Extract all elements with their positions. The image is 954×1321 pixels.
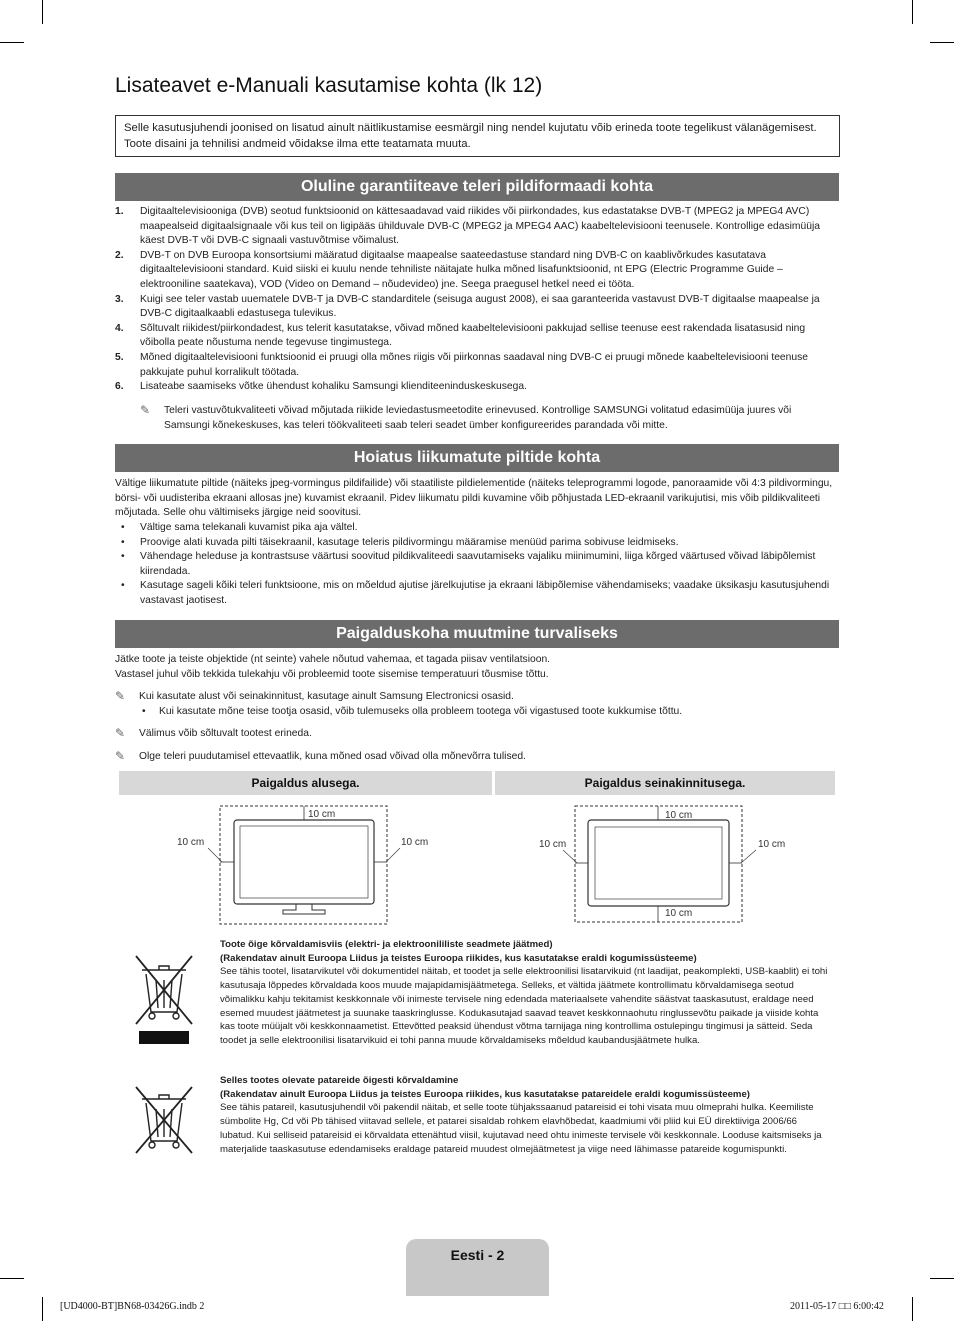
- dimension-label-left: 10 cm: [539, 839, 567, 850]
- crop-mark: [0, 42, 24, 43]
- weee-title: Toote õige kõrvaldamisviis (elektri- ja elektroonililiste seadmete jäätmed): [220, 939, 553, 950]
- battery-subtitle: (Rakendatav ainult Euroopa Liidus ja teistes Euroopa riikides, kus kasutatakse patareidele eraldi kogumissüsteeme): [220, 1088, 750, 1100]
- crop-mark: [930, 1278, 954, 1279]
- list-item: • Vähendage heleduse ja kontrastsuse väärtusi soovitud pildikvaliteedi saavutamiseks vajaliku miinimumini, liiga kõrged väärtused võivad läbipõlemist kiirendada.: [115, 550, 839, 579]
- crop-mark: [912, 1297, 913, 1321]
- section-heading-text: Hoiatus liikumatute piltide kohta: [353, 449, 601, 466]
- ventilation-text: Jätke toote ja teiste objektide (nt seinte) vahele nõutud vahemaa, et tagada piisav ventilatsioon.: [115, 654, 551, 665]
- battery-body: See tähis patareil, kasutusjuhendil või pakendil näitab, et selle toote tühjakssaanud patareisid ei tohi visata muu olmeprahi hulka. Keemiliste sümbolite Hg, Cd või Pb tähised viitavad sellele, et patarei sisaldab rohkem elavhõbedat, kaadmiumi või pliid kui EÜ direktiiviga 2006/66 lubatud. Kui selliseid patareisid ei kõrvaldata ettenähtud viisil, kujutavad need ohtu inimeste tervisele või keskkonnale. Looduse kaitsmiseks ja materjalide taaskasutuse edendamiseks eraldage patareid muudest olmejäätmetest ja viige need lähimasse patareide kogumispunkti.: [220, 1102, 822, 1155]
- stand-install-header: Paigaldus alusega.: [119, 771, 492, 795]
- dimension-label-right: 10 cm: [401, 837, 429, 848]
- section-heading-warranty: [115, 173, 839, 201]
- page-number: Eesti - 2: [450, 1247, 505, 1263]
- list-item: 6. Lisateabe saamiseks võtke ühendust kohaliku Samsungi klienditeeninduskeskusega.: [115, 381, 527, 393]
- crossed-bin-icon: [132, 952, 196, 1048]
- crop-mark: [42, 1297, 43, 1321]
- weee-subtitle: (Rakendatav ainult Euroopa Liidus ja teistes Euroopa riikides, kus kasutatakse eraldi kogumissüsteeme): [220, 952, 697, 964]
- wall-install-header: Paigaldus seinakinnitusega.: [495, 771, 835, 795]
- warranty-list: [115, 205, 839, 395]
- parts-note: ✎ Kui kasutate alust või seinakinnitust, kasutage ainult Samsung Electronicsi osasid.: [115, 689, 514, 703]
- weee-body: See tähis tootel, lisatarvikutel või dokumentidel näitab, et toodet ja selle elektroonilisi lisatarvikuid (nt laadijat, peakomplekti, USB-kaablit) ei tohi kasutusaja lõppedes kõrvaldada koos muude majapidamisjäätmetega. Selleks, et vältida jäätmete kontrollimatu kõrvaldamisega seotud võimalikku kahju tekitamist keskkonnale või inimeste tervisele ning edendada materiaalsete vahendite säästvat taaskasutust, eraldage need esemed muudest jäätmetest ja suunake taaskringlusse. Kodukasutajad saavad teavet keskkonnaohutu ringlussevõtu paikade ja viiside kohta kas toote müüjalt või keskkonnaametist. Ettevõtted peaksid ühendust võtma tarnijaga ning kontrollima ostulepingu tingimusi ja sätteid. Seda toodet ja selle elektroonilisi lisatarvikuid ei tohi panna muude kõrvaldamiseks mõeldud kaubandusjäätmete hulka.: [220, 966, 828, 1046]
- crop-mark: [912, 0, 913, 24]
- pencil-note-icon: ✎: [115, 726, 126, 740]
- page-number-tab: [406, 1239, 549, 1296]
- dimension-label-top: 10 cm: [665, 810, 693, 821]
- page-title: Lisateavet e-Manuali kasutamise kohta (lk 12): [115, 74, 543, 97]
- dimension-label-bottom: 10 cm: [665, 908, 693, 919]
- crossed-battery-bin-icon: [132, 1085, 196, 1155]
- section-heading-text: Oluline garantiiteave teleri pildiformaadi kohta: [300, 178, 654, 195]
- parts-sub-bullet: • Kui kasutate mõne teise tootja osasid, võib tulemuseks olla probleem tootega või vigastused toote kukkumise tõttu.: [142, 706, 683, 717]
- section-heading-installation: [115, 620, 839, 648]
- date-slug: 2011-05-17 □□ 6:00:42: [790, 1301, 884, 1312]
- dimension-label-right: 10 cm: [758, 839, 786, 850]
- dimension-label-top: 10 cm: [308, 809, 336, 820]
- list-item: • Kasutage sageli kõiki teleri funktsioone, mis on mõeldud ajutise järelkujutise ja ekraani läbipõlemise vähendamiseks; vaadake üksikasju kasutusjuhendi vastavast jaotisest.: [115, 579, 839, 608]
- pencil-note-icon: ✎: [115, 749, 126, 763]
- section-heading-text: Paigalduskoha muutmine turvaliseks: [336, 625, 618, 642]
- list-item: • Proovige alati kuvada pilti täisekraanil, kasutage teleris pildivormingu määramise menüüd parima sobivuse leidmiseks.: [115, 536, 839, 551]
- list-item: 1. Digitaaltelevisiooniga (DVB) seotud funktsioonid on kättesaadavad vaid riikides või piirkondades, kus edastatakse DVB-T (MPEG2 ja MPEG4 AVC) maapealseid digitaalsignaale või kus teil on ligipääs ühilduvale DVB-C (MPEG2 ja MPEG4 AAC) kaabeltelevisiooni teenusele. Kontrollige edasimüüja käest DVB-T või DVB-C signaali vastuvõtmise võimalust.: [115, 206, 820, 247]
- pencil-note-icon: ✎: [140, 403, 151, 417]
- battery-title: Selles tootes olevate patareide õigesti kõrvaldamine: [220, 1075, 459, 1086]
- reception-note: ✎ Teleri vastuvõtukvaliteeti võivad mõjutada riikide leviedastusmeetodite erinevused. Kontrollige SAMSUNGi volitatud edasimüüja juures või Samsungi kõnekeskuses, kas teleri töökvaliteeti saab teleri seadet ümber konfigureerides parandada või mitte.: [140, 404, 839, 433]
- list-item: • Vältige sama telekanali kuvamist pika aja vältel.: [115, 521, 839, 536]
- section-heading-still-image: [115, 444, 839, 472]
- dimension-label-left: 10 cm: [177, 837, 205, 848]
- list-item: 5. Mõned digitaaltelevisiooni funktsioonid ei pruugi olla mõnes riigis või piirkonnas saadaval ning DVB-C ei pruugi mõnede kaabeltelevisiooni teenuse pakkujate puhul korralikult töötada.: [115, 351, 808, 378]
- pencil-note-icon: ✎: [115, 689, 126, 703]
- file-slug: [UD4000-BT]BN68-03426G.indb 2: [60, 1301, 205, 1312]
- wall-install-diagram: [525, 800, 815, 930]
- list-item: 4. Sõltuvalt riikidest/piirkondadest, kus telerit kasutatakse, võivad mõned kaabeltelevisiooni pakkujad sellise teenuse eest rakendada lisatasusid ning võibolla peate nõustuma nende tegevuse tingimustega.: [115, 322, 806, 349]
- crop-mark: [42, 0, 43, 24]
- still-image-tips: [115, 521, 839, 609]
- list-item: 3. Kuigi see teler vastab uuematele DVB-T ja DVB-C standarditele (seisuga august 2008), ei saa garanteerida vastavust DVB-T digitaalse maapealse ja DVB-C digitaalkaabli edastusega tulevikus.: [115, 293, 820, 320]
- crop-mark: [930, 42, 954, 43]
- crop-mark: [0, 1278, 24, 1279]
- hot-parts-note: ✎ Olge teleri puudutamisel ettevaatlik, kuna mõned osad võivad olla mõnevõrra tulised.: [115, 749, 526, 763]
- appearance-note: ✎ Välimus võib sõltuvalt tootest erineda.: [115, 726, 312, 740]
- stand-install-diagram: [160, 800, 450, 930]
- battery-disposal-text: [220, 1074, 830, 1156]
- ventilation-text: Vastasel juhul võib tekkida tulekahju või probleemid toote sisemise temperatuuri tõusmise tõttu.: [115, 669, 549, 680]
- list-item: 2. DVB-T on DVB Euroopa konsortsiumi määratud digitaalse maapealse saateedastuse standard ning DVB-C on kaablivõrkudes kasutatava digitaaltelevisiooni standard. Kuid siiski ei kuulu nende tehniliste näitajate hulka mõned lisafunktsioonid, nt EPG (Electric Programme Guide – elektrooniline saatekava), VOD (Video on Demand – nõudevideo) jne. Seega praegusel hetkel need ei tööta.: [115, 249, 783, 290]
- disclaimer-box: Selle kasutusjuhendi joonised on lisatud ainult näitlikustamise eesmärgil ning nendel kujutatu võib erineda toote tegelikust välanägemisest. Toote disaini ja tehnilisi andmeid võidakse ilma ette teatamata muuta.: [115, 115, 840, 157]
- weee-disposal-text: [220, 938, 830, 1048]
- still-image-intro: Vältige liikumatute piltide (näiteks jpeg-vormingus pildifailide) või staatiliste pildielementide (näiteks teleprogrammi logode, panoraamide või 4:3 pildivormingu, börsi- või uudisteriba ekraani allosas jne) kuvamist ekraanil. Pidev liikumatu pildi kuvamine võib põhjustada LED-ekraanil varikujutisi, mis võib pildikvaliteeti mõjutada. Selle ohu vältimiseks järgige neid soovitusi.: [115, 478, 833, 519]
